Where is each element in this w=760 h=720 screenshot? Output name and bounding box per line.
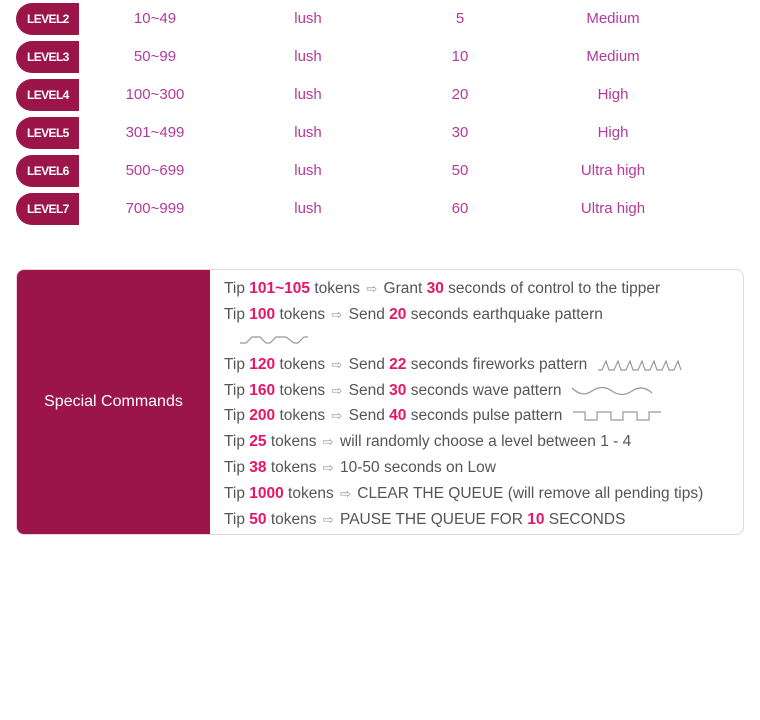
arrow-icon: ⇨ bbox=[331, 382, 343, 398]
cmd-action: Send bbox=[344, 407, 390, 425]
command-item bbox=[224, 378, 739, 404]
cmd-tail: seconds of control to the tipper bbox=[443, 280, 661, 297]
intensity: Medium bbox=[586, 48, 640, 65]
wave-pattern-icon bbox=[570, 384, 654, 398]
token-amount: 100 bbox=[249, 305, 276, 323]
duration-seconds: 20 bbox=[451, 86, 469, 103]
fireworks-pattern-icon bbox=[596, 358, 684, 372]
command-item bbox=[224, 403, 739, 429]
level-row bbox=[16, 2, 744, 40]
cmd-prefix: Tip bbox=[224, 381, 250, 399]
level-badge: LEVEL3 bbox=[16, 41, 79, 73]
token-amount: 101~105 bbox=[249, 280, 311, 297]
cmd-action: Send bbox=[344, 355, 390, 373]
arrow-icon: ⇨ bbox=[331, 306, 343, 322]
cmd-action: PAUSE THE QUEUE FOR bbox=[335, 510, 528, 528]
arrow-icon: ⇨ bbox=[340, 485, 351, 501]
pattern-name: lush bbox=[294, 86, 322, 103]
token-amount: 200 bbox=[249, 407, 276, 425]
cmd-action: Grant bbox=[379, 280, 427, 297]
arrow-icon: ⇨ bbox=[322, 511, 334, 527]
token-range: 500~699 bbox=[125, 162, 185, 179]
duration-seconds: 60 bbox=[451, 200, 469, 217]
level-badge: LEVEL7 bbox=[16, 193, 79, 225]
cmd-value: 10 bbox=[527, 510, 545, 528]
cmd-tokens: tokens bbox=[283, 484, 339, 502]
pattern-name: lush bbox=[294, 124, 322, 141]
cmd-tail: seconds fireworks pattern bbox=[406, 355, 588, 373]
level-badge: LEVEL4 bbox=[16, 79, 79, 111]
cmd-prefix: Tip bbox=[224, 433, 250, 451]
cmd-action: Send bbox=[344, 305, 390, 323]
cmd-value: 30 bbox=[389, 381, 407, 399]
command-item bbox=[224, 507, 739, 533]
cmd-prefix: Tip bbox=[224, 407, 250, 425]
earthquake-pattern-icon bbox=[238, 332, 310, 346]
token-range: 100~300 bbox=[125, 86, 185, 103]
cmd-prefix: Tip bbox=[224, 280, 250, 297]
cmd-value: 22 bbox=[389, 355, 407, 373]
command-item bbox=[224, 302, 739, 352]
command-item bbox=[224, 429, 739, 455]
arrow-icon: ⇨ bbox=[322, 434, 334, 450]
special-commands-panel bbox=[16, 269, 744, 535]
level-row bbox=[16, 116, 744, 154]
intensity: High bbox=[597, 86, 629, 103]
cmd-value: 30 bbox=[426, 280, 444, 297]
level-row bbox=[16, 154, 744, 192]
arrow-icon: ⇨ bbox=[322, 459, 334, 475]
pattern-name: lush bbox=[294, 162, 322, 179]
cmd-action: CLEAR THE QUEUE (will remove all pending tips) bbox=[352, 484, 704, 502]
cmd-prefix: Tip bbox=[224, 484, 250, 502]
level-row bbox=[16, 78, 744, 116]
cmd-tokens: tokens bbox=[275, 407, 330, 425]
cmd-tokens: tokens bbox=[310, 280, 365, 297]
intensity: Ultra high bbox=[580, 200, 646, 217]
cmd-prefix: Tip bbox=[224, 355, 250, 373]
cmd-tokens: tokens bbox=[275, 381, 330, 399]
level-badge: LEVEL6 bbox=[16, 155, 79, 187]
token-amount: 120 bbox=[249, 355, 276, 373]
token-range: 700~999 bbox=[125, 200, 185, 217]
duration-seconds: 5 bbox=[455, 10, 465, 27]
cmd-prefix: Tip bbox=[224, 458, 250, 476]
pattern-name: lush bbox=[294, 48, 322, 65]
level-badge: LEVEL2 bbox=[16, 3, 79, 35]
cmd-prefix: Tip bbox=[224, 305, 250, 323]
level-badge: LEVEL5 bbox=[16, 117, 79, 149]
cmd-value: 40 bbox=[389, 407, 407, 425]
intensity: Ultra high bbox=[580, 162, 646, 179]
pulse-pattern-icon bbox=[571, 409, 663, 423]
cmd-tokens: tokens bbox=[266, 433, 321, 451]
cmd-tail: SECONDS bbox=[544, 510, 626, 528]
command-item bbox=[224, 352, 739, 378]
cmd-action: 10-50 seconds on Low bbox=[335, 458, 496, 476]
duration-seconds: 10 bbox=[451, 48, 469, 65]
level-row bbox=[16, 40, 744, 78]
arrow-icon: ⇨ bbox=[331, 408, 343, 424]
cmd-tail: seconds earthquake pattern bbox=[406, 305, 603, 323]
intensity: Medium bbox=[586, 10, 640, 27]
cmd-value: 20 bbox=[389, 305, 407, 323]
command-item bbox=[224, 481, 739, 507]
cmd-tokens: tokens bbox=[266, 510, 321, 528]
token-amount: 38 bbox=[249, 458, 267, 476]
intensity: High bbox=[597, 124, 629, 141]
pattern-name: lush bbox=[294, 200, 322, 217]
cmd-prefix: Tip bbox=[224, 510, 250, 528]
special-commands-title: Special Commands bbox=[17, 270, 210, 534]
cmd-action: will randomly choose a level between 1 - 4 bbox=[335, 433, 632, 451]
token-amount: 25 bbox=[249, 433, 267, 451]
token-range: 301~499 bbox=[125, 124, 185, 141]
cmd-action: Send bbox=[344, 381, 390, 399]
token-amount: 50 bbox=[249, 510, 267, 528]
token-range: 50~99 bbox=[133, 48, 177, 65]
levels-table bbox=[16, 2, 744, 230]
duration-seconds: 30 bbox=[451, 124, 469, 141]
level-row bbox=[16, 192, 744, 230]
token-range: 10~49 bbox=[133, 10, 177, 27]
cmd-tail: seconds pulse pattern bbox=[406, 407, 563, 425]
arrow-icon: ⇨ bbox=[331, 356, 343, 372]
cmd-tokens: tokens bbox=[275, 305, 330, 323]
token-amount: 1000 bbox=[249, 484, 284, 502]
pattern-name: lush bbox=[294, 10, 322, 27]
cmd-tail: seconds wave pattern bbox=[406, 381, 562, 399]
arrow-icon: ⇨ bbox=[366, 281, 378, 296]
cmd-tokens: tokens bbox=[266, 458, 321, 476]
command-item bbox=[224, 455, 739, 481]
cmd-tokens: tokens bbox=[275, 355, 330, 373]
token-amount: 160 bbox=[249, 381, 276, 399]
commands-list bbox=[224, 276, 739, 532]
duration-seconds: 50 bbox=[451, 162, 469, 179]
command-item bbox=[224, 276, 739, 302]
